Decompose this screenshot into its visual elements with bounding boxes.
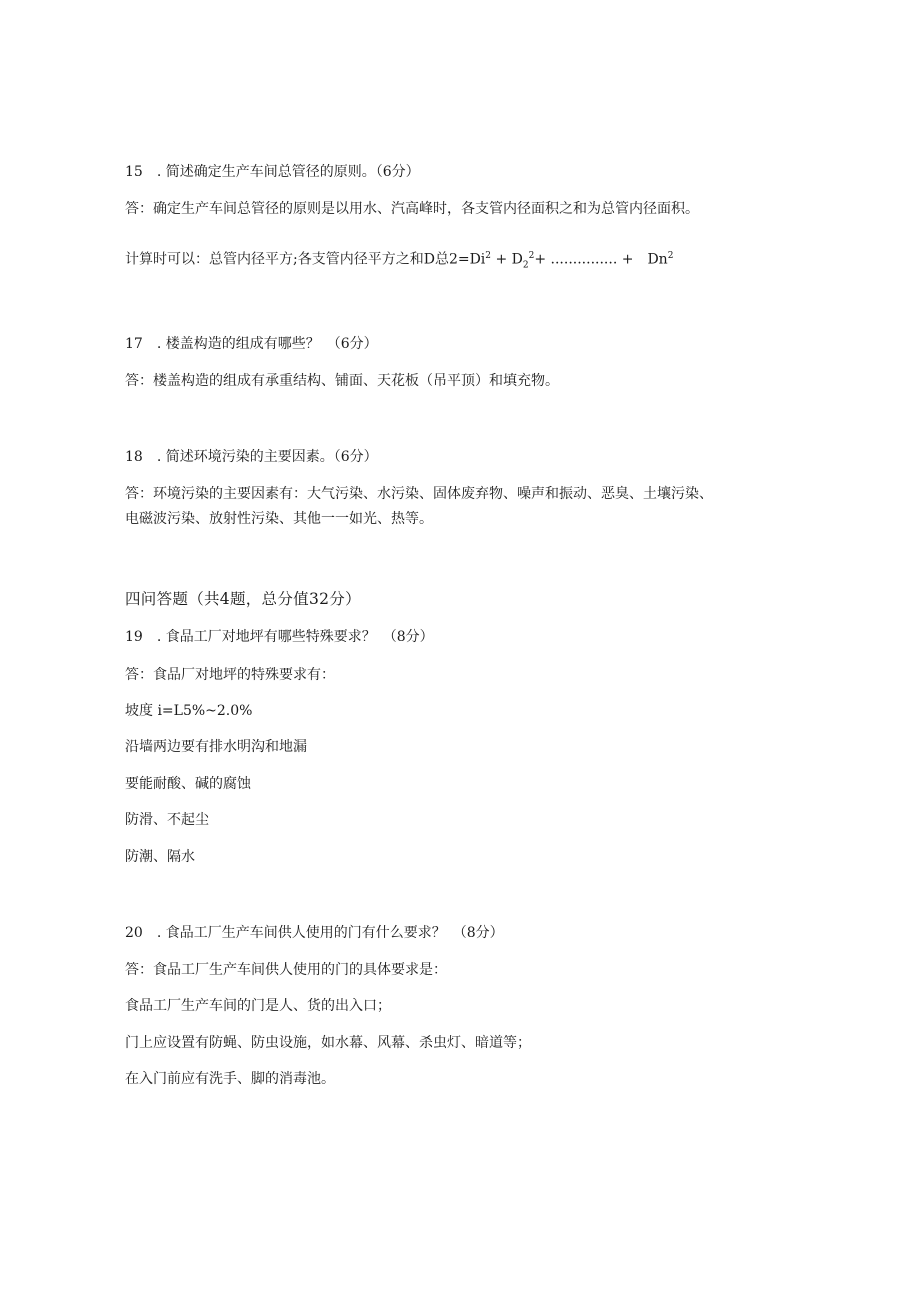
answer-17: 答：楼盖构造的组成有承重结构、铺面、天花板（吊平顶）和填充物。 [125, 373, 559, 389]
formula-sub: 2 [522, 260, 529, 271]
formula-mid: + D [491, 251, 523, 268]
answer-19: 答：食品厂对地坪的特殊要求有： [125, 667, 335, 683]
answer-18-line-2: 电磁波污染、放射性污染、其他一一如光、热等。 [125, 511, 433, 527]
answer-20-item: 门上应设置有防蝇、防虫设施，如水幕、风幕、杀虫灯、暗道等； [125, 1035, 531, 1051]
question-19: 19 . 食品工厂对地坪有哪些特殊要求？ （8分） [125, 629, 434, 645]
question-20: 20 . 食品工厂生产车间供人使用的门有什么要求？ （8分） [125, 925, 504, 941]
answer-19-item: 沿墙两边要有排水明沟和地漏 [125, 739, 307, 755]
question-15: 15 . 简述确定生产车间总管径的原则。（6分） [125, 164, 420, 180]
answer-19-item: 坡度 i=L5%~2.0% [125, 703, 253, 719]
formula-tail: + ............... + Dn [534, 251, 668, 268]
section-title: 四问答题（共4题，总分值32分） [125, 590, 361, 608]
formula-sup-1: 2 [485, 251, 492, 261]
formula-15 [125, 247, 673, 274]
formula-prefix: 计算时可以：总管内径平方;各支管内径平方之和D总2=Di [125, 251, 486, 268]
answer-20: 答：食品工厂生产车间供人使用的门的具体要求是： [125, 962, 447, 978]
formula-sup-2: 2 [528, 251, 535, 261]
answer-18-line-1: 答：环境污染的主要因素有：大气污染、水污染、固体废弃物、噪声和振动、恶臭、土壤污染、 [125, 486, 713, 502]
answer-19-item: 防潮、隔水 [125, 849, 195, 865]
answer-19-item: 要能耐酸、碱的腐蚀 [125, 776, 251, 792]
answer-15: 答：确定生产车间总管径的原则是以用水、汽高峰时，各支管内径面积之和为总管内径面积。 [125, 201, 699, 217]
answer-20-item: 在入门前应有洗手、脚的消毒池。 [125, 1071, 335, 1087]
question-18: 18 . 简述环境污染的主要因素。（6分） [125, 449, 378, 465]
formula-sup-3: 2 [667, 251, 674, 261]
answer-20-item: 食品工厂生产车间的门是人、货的出入口； [125, 998, 391, 1014]
question-17: 17 . 楼盖构造的组成有哪些？ （6分） [125, 336, 378, 352]
answer-19-item: 防滑、不起尘 [125, 812, 209, 828]
